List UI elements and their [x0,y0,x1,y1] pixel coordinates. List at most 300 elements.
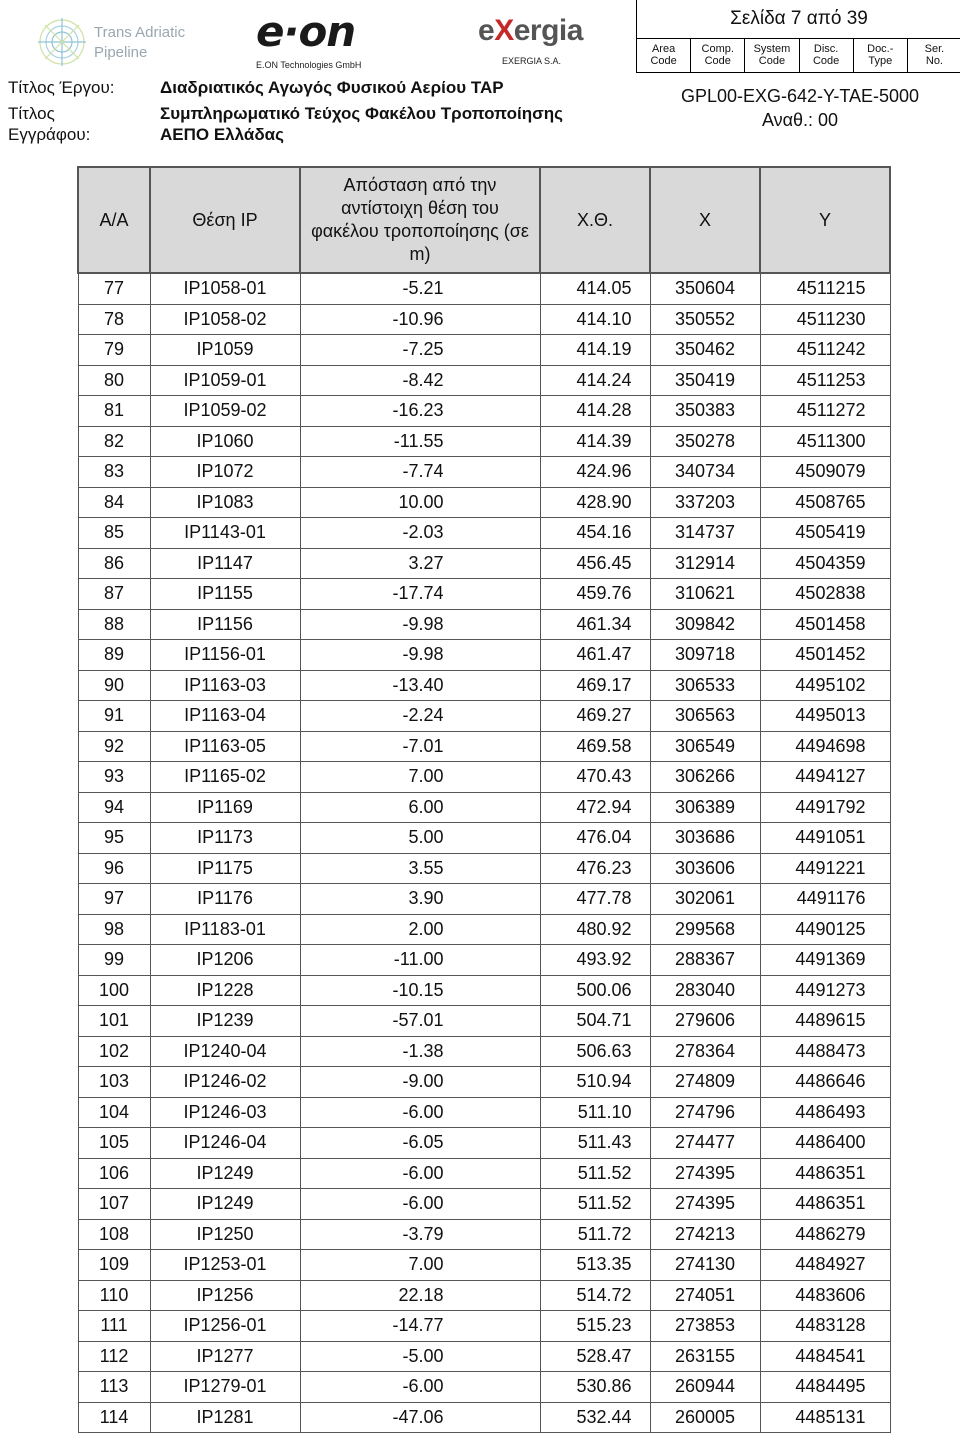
cell-ip: IP1240-04 [150,1036,300,1067]
cell-distance: -6.00 [300,1189,540,1220]
cell-distance: 7.00 [300,1250,540,1281]
code-cell-serno: Ser. No. [924,43,945,67]
cell-chainage: 469.58 [540,731,650,762]
project-label: Τίτλος Έργου: [8,78,115,97]
eon-logo-mark: e·on [256,7,356,56]
table-row [78,914,890,945]
cell-distance: 5.00 [300,823,540,854]
cell-aa: 79 [78,335,150,366]
cell-chainage: 493.92 [540,945,650,976]
cell-y: 4486400 [760,1128,890,1159]
cell-distance: -8.42 [300,365,540,396]
cell-x: 350278 [650,426,760,457]
cell-aa: 105 [78,1128,150,1159]
cell-aa: 77 [78,273,150,304]
cell-aa: 109 [78,1250,150,1281]
cell-x: 350604 [650,273,760,304]
cell-aa: 99 [78,945,150,976]
cell-y: 4501458 [760,609,890,640]
cell-x: 283040 [650,975,760,1006]
cell-x: 274051 [650,1280,760,1311]
cell-ip: IP1175 [150,853,300,884]
cell-aa: 106 [78,1158,150,1189]
cell-chainage: 514.72 [540,1280,650,1311]
cell-y: 4495013 [760,701,890,732]
table-row [78,1158,890,1189]
cell-aa: 89 [78,640,150,671]
code-cell-disc: Disc. Code [800,38,854,72]
exergia-logo-mark: eXergia [478,14,583,47]
cell-ip: IP1246-03 [150,1097,300,1128]
header-ip: Θέση IP [150,167,300,273]
table-row [78,548,890,579]
cell-y: 4502838 [760,579,890,610]
table-row [78,518,890,549]
cell-distance: -1.38 [300,1036,540,1067]
document-number: GPL00-EXG-642-Y-TAE-5000 [680,86,920,106]
cell-distance: -16.23 [300,396,540,427]
code-cell-system: System Code [745,38,799,72]
cell-aa: 112 [78,1341,150,1372]
table-row [78,1219,890,1250]
table-row [78,579,890,610]
tap-logo-line1: Trans Adriatic [94,24,186,41]
cell-aa: 88 [78,609,150,640]
cell-y: 4491051 [760,823,890,854]
cell-x: 350552 [650,304,760,335]
header-aa: Α/Α [78,167,150,273]
table-row [78,365,890,396]
cell-y: 4486351 [760,1158,890,1189]
table-row [78,1036,890,1067]
cell-y: 4488473 [760,1036,890,1067]
table-row [78,1311,890,1342]
table-row [78,1189,890,1220]
cell-x: 309718 [650,640,760,671]
cell-aa: 113 [78,1372,150,1403]
cell-aa: 114 [78,1402,150,1433]
cell-chainage: 472.94 [540,792,650,823]
table-row [78,945,890,976]
cell-y: 4483606 [760,1280,890,1311]
cell-x: 274395 [650,1189,760,1220]
document-label-line2: Εγγράφου: [8,125,91,144]
table-row [78,640,890,671]
table-body [78,273,890,1433]
cell-y: 4495102 [760,670,890,701]
cell-ip: IP1058-02 [150,304,300,335]
cell-aa: 103 [78,1067,150,1098]
header-distance: Απόσταση από την αντίστοιχη θέση του φακέλου τροποποίησης (σε m) [300,167,540,273]
cell-aa: 83 [78,457,150,488]
cell-y: 4486279 [760,1219,890,1250]
cell-x: 337203 [650,487,760,518]
cell-distance: -5.21 [300,273,540,304]
cell-ip: IP1147 [150,548,300,579]
table-row [78,670,890,701]
cell-distance: -57.01 [300,1006,540,1037]
table-row [78,1097,890,1128]
code-grid [636,38,960,73]
cell-chainage: 414.28 [540,396,650,427]
cell-aa: 81 [78,396,150,427]
revision: Αναθ.: 00 [761,110,839,130]
cell-aa: 97 [78,884,150,915]
cell-aa: 110 [78,1280,150,1311]
cell-distance: -7.25 [300,335,540,366]
cell-ip: IP1246-02 [150,1067,300,1098]
table-row [78,823,890,854]
cell-distance: -13.40 [300,670,540,701]
cell-distance: 22.18 [300,1280,540,1311]
table-header-row [78,167,890,273]
code-cell-area: Area Code [637,38,691,72]
cell-ip: IP1059-01 [150,365,300,396]
cell-chainage: 414.19 [540,335,650,366]
cell-distance: -7.01 [300,731,540,762]
cell-aa: 93 [78,762,150,793]
table-row [78,1341,890,1372]
cell-ip: IP1072 [150,457,300,488]
code-cell-doctype: Doc.- Type [854,38,908,72]
cell-x: 260944 [650,1372,760,1403]
cell-y: 4485131 [760,1402,890,1433]
cell-chainage: 511.10 [540,1097,650,1128]
document-header [0,0,960,148]
cell-chainage: 469.27 [540,701,650,732]
table-row [78,609,890,640]
page-indicator [636,0,960,39]
cell-chainage: 511.52 [540,1189,650,1220]
cell-distance: 7.00 [300,762,540,793]
cell-y: 4490125 [760,914,890,945]
cell-chainage: 414.39 [540,426,650,457]
cell-chainage: 456.45 [540,548,650,579]
cell-chainage: 461.47 [540,640,650,671]
cell-aa: 101 [78,1006,150,1037]
table-row [78,762,890,793]
cell-distance: -2.03 [300,518,540,549]
cell-chainage: 511.43 [540,1128,650,1159]
table-row [78,1067,890,1098]
cell-x: 274809 [650,1067,760,1098]
cell-distance: -14.77 [300,1311,540,1342]
cell-y: 4511253 [760,365,890,396]
cell-distance: -47.06 [300,1402,540,1433]
cell-y: 4484927 [760,1250,890,1281]
ip-coordinates-table [77,166,889,1433]
cell-aa: 108 [78,1219,150,1250]
cell-distance: -17.74 [300,579,540,610]
cell-distance: -3.79 [300,1219,540,1250]
cell-chainage: 530.86 [540,1372,650,1403]
cell-chainage: 476.23 [540,853,650,884]
cell-aa: 104 [78,1097,150,1128]
cell-ip: IP1156-01 [150,640,300,671]
cell-chainage: 528.47 [540,1341,650,1372]
cell-x: 306549 [650,731,760,762]
cell-ip: IP1253-01 [150,1250,300,1281]
table-row [78,792,890,823]
cell-chainage: 477.78 [540,884,650,915]
cell-x: 303686 [650,823,760,854]
table-row [78,1280,890,1311]
cell-distance: -6.05 [300,1128,540,1159]
cell-x: 302061 [650,884,760,915]
cell-ip: IP1059 [150,335,300,366]
cell-chainage: 480.92 [540,914,650,945]
table-row [78,1372,890,1403]
cell-x: 303606 [650,853,760,884]
cell-ip: IP1165-02 [150,762,300,793]
cell-distance: -9.98 [300,609,540,640]
cell-chainage: 532.44 [540,1402,650,1433]
cell-ip: IP1176 [150,884,300,915]
cell-ip: IP1228 [150,975,300,1006]
cell-ip: IP1249 [150,1189,300,1220]
cell-distance: -7.74 [300,457,540,488]
cell-x: 274477 [650,1128,760,1159]
cell-distance: -10.96 [300,304,540,335]
cell-chainage: 515.23 [540,1311,650,1342]
cell-x: 306266 [650,762,760,793]
cell-y: 4509079 [760,457,890,488]
cell-y: 4494698 [760,731,890,762]
page-number: Σελίδα 7 από 39 [730,8,868,29]
table-row [78,487,890,518]
table-row [78,457,890,488]
cell-aa: 90 [78,670,150,701]
cell-ip: IP1058-01 [150,273,300,304]
cell-chainage: 414.05 [540,273,650,304]
cell-distance: -6.00 [300,1097,540,1128]
cell-y: 4504359 [760,548,890,579]
cell-chainage: 459.76 [540,579,650,610]
cell-ip: IP1059-02 [150,396,300,427]
document-title-line2: ΑΕΠΟ Ελλάδας [160,125,284,144]
cell-chainage: 470.43 [540,762,650,793]
header-y: Y [760,167,890,273]
cell-ip: IP1155 [150,579,300,610]
cell-ip: IP1173 [150,823,300,854]
cell-chainage: 414.10 [540,304,650,335]
exergia-logo-subtitle: EXERGIA S.A. [502,56,562,66]
cell-x: 278364 [650,1036,760,1067]
cell-aa: 85 [78,518,150,549]
cell-ip: IP1169 [150,792,300,823]
cell-distance: -5.00 [300,1341,540,1372]
document-title-line1: Συμπληρωματικό Τεύχος Φακέλου Τροποποίησης [160,104,563,123]
cell-distance: -2.24 [300,701,540,732]
cell-aa: 91 [78,701,150,732]
cell-y: 4484495 [760,1372,890,1403]
cell-ip: IP1163-04 [150,701,300,732]
cell-ip: IP1156 [150,609,300,640]
cell-aa: 78 [78,304,150,335]
cell-chainage: 511.72 [540,1219,650,1250]
cell-aa: 98 [78,914,150,945]
table-row [78,335,890,366]
cell-x: 350383 [650,396,760,427]
cell-x: 306533 [650,670,760,701]
cell-chainage: 500.06 [540,975,650,1006]
header-chainage: Χ.Θ. [540,167,650,273]
cell-aa: 111 [78,1311,150,1342]
cell-aa: 102 [78,1036,150,1067]
cell-x: 273853 [650,1311,760,1342]
cell-ip: IP1246-04 [150,1128,300,1159]
cell-y: 4489615 [760,1006,890,1037]
cell-chainage: 454.16 [540,518,650,549]
cell-distance: 6.00 [300,792,540,823]
cell-distance: -9.98 [300,640,540,671]
table-row [78,1250,890,1281]
cell-y: 4511215 [760,273,890,304]
header-x: X [650,167,760,273]
cell-ip: IP1249 [150,1158,300,1189]
cell-distance: -6.00 [300,1158,540,1189]
cell-aa: 100 [78,975,150,1006]
cell-distance: 3.55 [300,853,540,884]
table-row [78,731,890,762]
cell-distance: 3.27 [300,548,540,579]
cell-x: 288367 [650,945,760,976]
cell-y: 4494127 [760,762,890,793]
cell-ip: IP1083 [150,487,300,518]
cell-y: 4511230 [760,304,890,335]
cell-distance: 2.00 [300,914,540,945]
table-row [78,396,890,427]
cell-x: 279606 [650,1006,760,1037]
cell-ip: IP1183-01 [150,914,300,945]
exergia-logo [478,14,598,70]
cell-x: 340734 [650,457,760,488]
cell-aa: 86 [78,548,150,579]
cell-aa: 95 [78,823,150,854]
cell-chainage: 511.52 [540,1158,650,1189]
cell-chainage: 510.94 [540,1067,650,1098]
cell-aa: 107 [78,1189,150,1220]
document-label-line1: Τίτλος [8,104,55,123]
eon-logo [256,7,386,70]
cell-ip: IP1277 [150,1341,300,1372]
cell-distance: -10.15 [300,975,540,1006]
cell-ip: IP1060 [150,426,300,457]
table-row [78,701,890,732]
cell-x: 312914 [650,548,760,579]
cell-x: 274796 [650,1097,760,1128]
cell-chainage: 469.17 [540,670,650,701]
cell-aa: 87 [78,579,150,610]
cell-aa: 96 [78,853,150,884]
table-row [78,426,890,457]
cell-y: 4511272 [760,396,890,427]
cell-ip: IP1250 [150,1219,300,1250]
cell-x: 314737 [650,518,760,549]
cell-aa: 92 [78,731,150,762]
cell-ip: IP1256 [150,1280,300,1311]
cell-distance: -11.55 [300,426,540,457]
cell-y: 4511300 [760,426,890,457]
cell-x: 274395 [650,1158,760,1189]
cell-x: 350419 [650,365,760,396]
cell-x: 350462 [650,335,760,366]
cell-chainage: 414.24 [540,365,650,396]
cell-y: 4491273 [760,975,890,1006]
project-title: Διαδριατικός Αγωγός Φυσικού Αερίου TAP [160,78,504,97]
cell-y: 4486493 [760,1097,890,1128]
cell-distance: -6.00 [300,1372,540,1403]
cell-x: 310621 [650,579,760,610]
table-row [78,1006,890,1037]
cell-ip: IP1281 [150,1402,300,1433]
cell-distance: 3.90 [300,884,540,915]
cell-y: 4491221 [760,853,890,884]
cell-x: 263155 [650,1341,760,1372]
eon-logo-subtitle: E.ON Technologies GmbH [256,60,362,70]
cell-y: 4486351 [760,1189,890,1220]
cell-x: 274213 [650,1219,760,1250]
cell-ip: IP1143-01 [150,518,300,549]
cell-x: 306563 [650,701,760,732]
cell-y: 4486646 [760,1067,890,1098]
cell-y: 4491792 [760,792,890,823]
cell-x: 274130 [650,1250,760,1281]
cell-chainage: 461.34 [540,609,650,640]
cell-y: 4505419 [760,518,890,549]
cell-chainage: 476.04 [540,823,650,854]
cell-distance: -9.00 [300,1067,540,1098]
cell-ip: IP1256-01 [150,1311,300,1342]
cell-x: 309842 [650,609,760,640]
cell-ip: IP1163-03 [150,670,300,701]
cell-ip: IP1239 [150,1006,300,1037]
cell-chainage: 424.96 [540,457,650,488]
table-row [78,884,890,915]
table-row [78,975,890,1006]
cell-ip: IP1206 [150,945,300,976]
cell-y: 4508765 [760,487,890,518]
cell-y: 4483128 [760,1311,890,1342]
code-cell-comp: Comp. Code [691,38,745,72]
cell-ip: IP1163-05 [150,731,300,762]
cell-y: 4491176 [760,884,890,915]
cell-chainage: 504.71 [540,1006,650,1037]
cell-y: 4501452 [760,640,890,671]
tap-logo-line2: Pipeline [94,44,148,61]
cell-distance: -11.00 [300,945,540,976]
cell-ip: IP1279-01 [150,1372,300,1403]
cell-y: 4484541 [760,1341,890,1372]
cell-aa: 80 [78,365,150,396]
tap-logo [36,12,186,68]
table-row [78,853,890,884]
cell-x: 306389 [650,792,760,823]
cell-x: 260005 [650,1402,760,1433]
cell-y: 4491369 [760,945,890,976]
cell-y: 4511242 [760,335,890,366]
tap-burst-icon [36,16,88,68]
cell-chainage: 513.35 [540,1250,650,1281]
cell-aa: 82 [78,426,150,457]
cell-aa: 94 [78,792,150,823]
table-row [78,273,890,304]
table-row [78,1402,890,1433]
cell-x: 299568 [650,914,760,945]
cell-chainage: 506.63 [540,1036,650,1067]
cell-distance: 10.00 [300,487,540,518]
cell-aa: 84 [78,487,150,518]
